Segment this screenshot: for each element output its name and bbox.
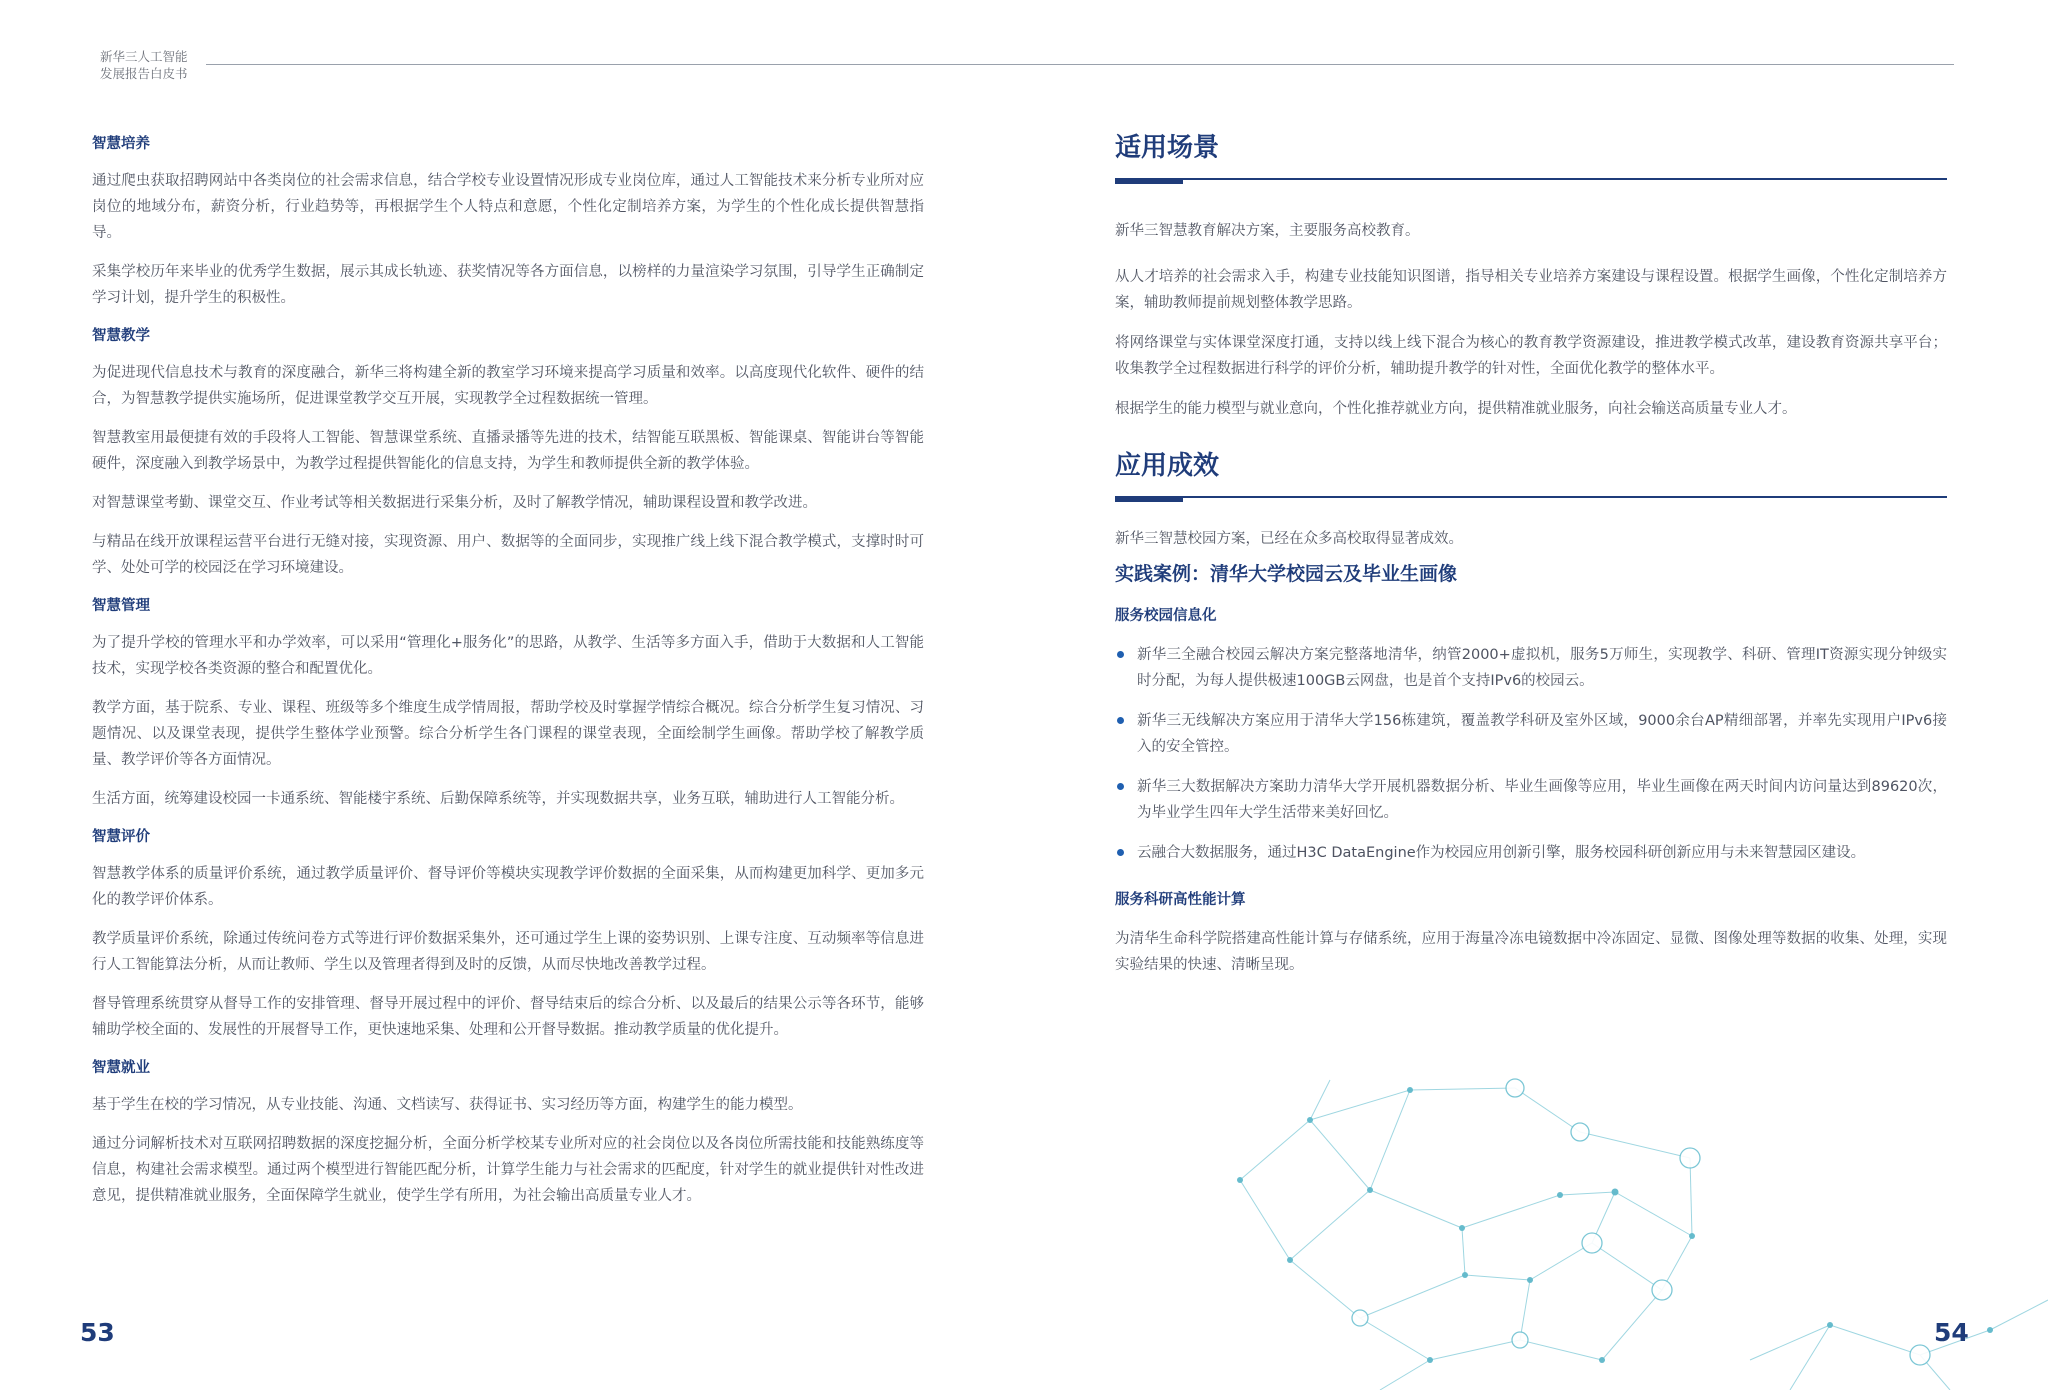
section-smart-management — [92, 594, 924, 812]
paragraph: 新华三智慧教育解决方案，主要服务高校教育。 — [1115, 223, 1420, 239]
subsection-heading: 服务校园信息化 — [1115, 608, 1217, 624]
header-title-line2: 发展报告白皮书 — [100, 66, 188, 81]
bullet-dot-icon — [1117, 651, 1124, 658]
list-item — [1115, 642, 1947, 694]
section-title: 应用成效 — [1115, 451, 1220, 481]
page-number-left: 53 — [80, 1318, 115, 1347]
paragraph: 基于学生在校的学习情况，从专业技能、沟通、文档读写、获得证书、实习经历等方面，构建学生的能力模型。 — [92, 1097, 803, 1113]
case-title: 实践案例：清华大学校园云及毕业生画像 — [1115, 563, 1458, 585]
paragraph: 智慧教学体系的质量评价系统，通过教学质量评价、督导评价等模块实现教学评价数据的全面采集，从而构建更加科学、更加多元化的教学评价体系。 — [92, 866, 924, 908]
paragraph: 智慧教室用最便捷有效的手段将人工智能、智慧课堂系统、直播录播等先进的技术，结智能互联黑板、智能课桌、智能讲台等智能硬件，深度融入到教学场景中，为教学过程提供智能化的信息支持，为学生和教师提供全新的教学体验。 — [92, 430, 924, 472]
section-heading: 智慧培养 — [92, 136, 150, 152]
list-item-text: 新华三无线解决方案应用于清华大学156栋建筑，覆盖教学科研及室外区域，9000余台AP精细部署，并率先实现用户IPv6接入的安全管控。 — [1137, 713, 1947, 755]
bullet-dot-icon — [1117, 717, 1124, 724]
paragraph: 为了提升学校的管理水平和办学效率，可以采用“管理化+服务化”的思路，从教学、生活等多方面入手，借助于大数据和人工智能技术，实现学校各类资源的整合和配置优化。 — [92, 635, 924, 677]
page-number-right: 54 — [1934, 1318, 1969, 1347]
paragraph: 通过分词解析技术对互联网招聘数据的深度挖掘分析，全面分析学校某专业所对应的社会岗位以及各岗位所需技能和技能熟练度等信息，构建社会需求模型。通过两个模型进行智能匹配分析，计算学生能力与社会需求的匹配度，针对学生的就业提供针对性改进意见，提供精准就业服务，全面保障学生就业，使学生学有所用，为社会输出高质量专业人才。 — [92, 1136, 924, 1204]
right-column — [1115, 130, 1947, 992]
list-item — [1115, 708, 1947, 760]
paragraph: 从人才培养的社会需求入手，构建专业技能知识图谱，指导相关专业培养方案建设与课程设置。根据学生画像，个性化定制培养方案，辅助教师提前规划整体教学思路。 — [1115, 269, 1947, 311]
section-smart-employment — [92, 1056, 924, 1209]
network-graphic-decoration — [1230, 1060, 2048, 1390]
section-heading: 智慧就业 — [92, 1060, 150, 1076]
paragraph: 新华三智慧校园方案，已经在众多高校取得显著成效。 — [1115, 531, 1463, 547]
section-title: 适用场景 — [1115, 133, 1220, 163]
list-item-text: 云融合大数据服务，通过H3C DataEngine作为校园应用创新引擎，服务校园科研创新应用与未来智慧园区建设。 — [1137, 845, 1866, 861]
section-scenario — [1115, 130, 1947, 422]
subsection-heading: 服务科研高性能计算 — [1115, 892, 1246, 908]
paragraph: 通过爬虫获取招聘网站中各类岗位的社会需求信息，结合学校专业设置情况形成专业岗位库，通过人工智能技术来分析专业所对应岗位的地域分布，薪资分析，行业趋势等，再根据学生个人特点和意愿，个性化定制培养方案，为学生的个性化成长提供智慧指导。 — [92, 173, 924, 241]
section-heading: 智慧教学 — [92, 328, 150, 344]
paragraph: 根据学生的能力模型与就业意向，个性化推荐就业方向，提供精准就业服务，向社会输送高质量专业人才。 — [1115, 401, 1797, 417]
paragraph: 督导管理系统贯穿从督导工作的安排管理、督导开展过程中的评价、督导结束后的综合分析、以及最后的结果公示等各环节，能够辅助学校全面的、发展性的开展督导工作，更快速地采集、处理和公开督导数据。推动教学质量的优化提升。 — [92, 996, 924, 1038]
list-item — [1115, 840, 1947, 866]
paragraph: 为清华生命科学院搭建高性能计算与存储系统，应用于海量冷冻电镜数据中冷冻固定、显微、图像处理等数据的收集、处理，实现实验结果的快速、清晰呈现。 — [1115, 931, 1947, 973]
section-title-rule — [1115, 176, 1947, 184]
paragraph: 将网络课堂与实体课堂深度打通，支持以线上线下混合为核心的教育教学资源建设，推进教学模式改革，建设教育资源共享平台；收集教学全过程数据进行科学的评价分析，辅助提升教学的针对性，全面优化教学的整体水平。 — [1115, 335, 1947, 377]
section-title-rule — [1115, 494, 1947, 502]
paragraph: 采集学校历年来毕业的优秀学生数据，展示其成长轨迹、获奖情况等各方面信息，以榜样的力量渲染学习氛围，引导学生正确制定学习计划，提升学生的积极性。 — [92, 264, 924, 306]
bullet-list — [1115, 642, 1947, 866]
header-rule — [206, 64, 1954, 65]
paragraph: 教学质量评价系统，除通过传统问卷方式等进行评价数据采集外，还可通过学生上课的姿势识别、上课专注度、互动频率等信息进行人工智能算法分析，从而让教师、学生以及管理者得到及时的反馈，从而尽快地改善教学过程。 — [92, 931, 924, 973]
section-smart-cultivation — [92, 132, 924, 311]
bullet-dot-icon — [1117, 783, 1124, 790]
paragraph: 对智慧课堂考勤、课堂交互、作业考试等相关数据进行采集分析，及时了解教学情况，辅助课程设置和教学改进。 — [92, 495, 817, 511]
bullet-dot-icon — [1117, 849, 1124, 856]
paragraph: 生活方面，统筹建设校园一卡通系统、智能楼宇系统、后勤保障系统等，并实现数据共享，业务互联，辅助进行人工智能分析。 — [92, 791, 904, 807]
paragraph: 教学方面，基于院系、专业、课程、班级等多个维度生成学情周报，帮助学校及时掌握学情综合概况。综合分析学生复习情况、习题情况、以及课堂表现，提供学生整体学业预警。综合分析学生各门课程的课堂表现，全面绘制学生画像。帮助学校了解教学质量、教学评价等各方面情况。 — [92, 700, 924, 768]
section-heading: 智慧评价 — [92, 829, 150, 845]
list-item-text: 新华三全融合校园云解决方案完整落地清华，纳管2000+虚拟机，服务5万师生，实现教学、科研、管理IT资源实现分钟级实时分配，为每人提供极速100GB云网盘，也是首个支持IPv6的校园云。 — [1137, 647, 1947, 689]
paragraph: 与精品在线开放课程运营平台进行无缝对接，实现资源、用户、数据等的全面同步，实现推广线上线下混合教学模式，支撑时时可学、处处可学的校园泛在学习环境建设。 — [92, 534, 924, 576]
left-column — [92, 132, 924, 1222]
section-heading: 智慧管理 — [92, 598, 150, 614]
header-title-line1: 新华三人工智能 — [100, 49, 188, 64]
paragraph: 为促进现代信息技术与教育的深度融合，新华三将构建全新的教室学习环境来提高学习质量和效率。以高度现代化软件、硬件的结合，为智慧教学提供实施场所，促进课堂教学交互开展，实现教学全过程数据统一管理。 — [92, 365, 924, 407]
section-results — [1115, 448, 1947, 978]
list-item-text: 新华三大数据解决方案助力清华大学开展机器数据分析、毕业生画像等应用，毕业生画像在两天时间内访问量达到89620次，为毕业学生四年大学生活带来美好回忆。 — [1137, 779, 1947, 821]
list-item — [1115, 774, 1947, 826]
section-smart-evaluation — [92, 825, 924, 1043]
section-smart-teaching — [92, 324, 924, 581]
header-title — [100, 48, 204, 82]
